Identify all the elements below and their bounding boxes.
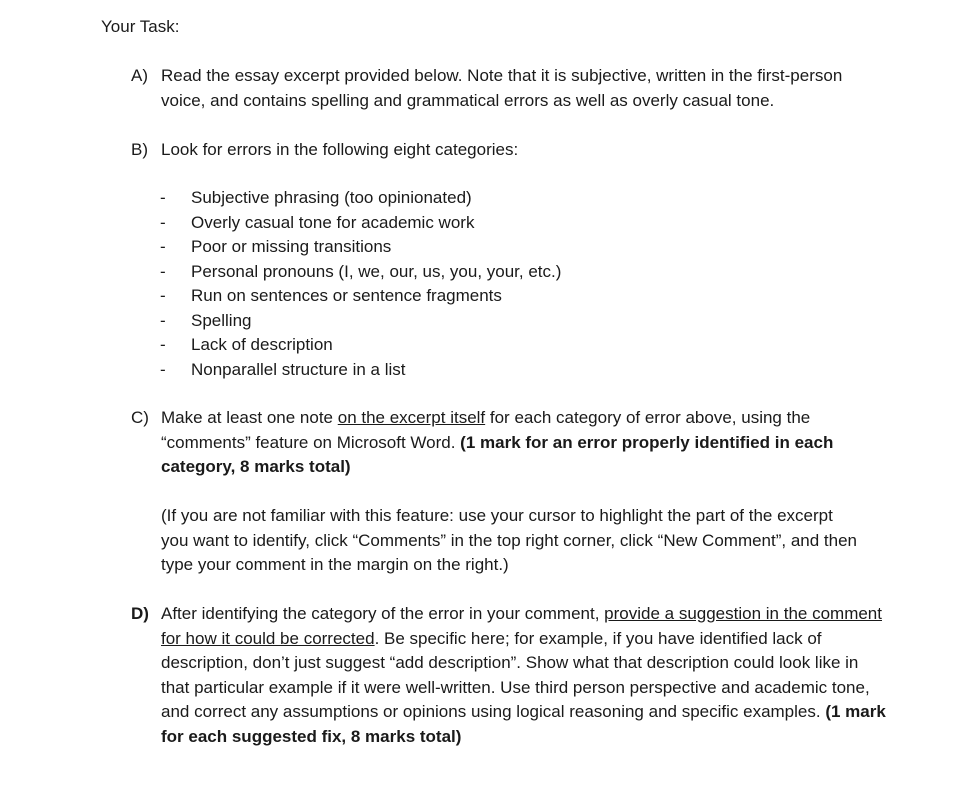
section-a-text: Read the essay excerpt provided below. Note that it is subjective, written in the first-person voice, and contains spelling and grammatical errors as well as overly casual tone. <box>161 66 843 110</box>
list-item <box>160 309 561 334</box>
section-a <box>131 64 891 113</box>
list-item <box>160 235 561 260</box>
section-c-note-text: (If you are not familiar with this feature: use your cursor to highlight the part of the excerpt you want to identify, click “Comments” in the top right corner, click “New Comment”, and then type your comment in the margin on the right.) <box>161 506 858 574</box>
dash-marker: - <box>160 261 166 281</box>
section-d-underlined: provide a suggestion in the comment for how it could be corrected <box>161 604 882 648</box>
dash-marker: - <box>160 286 166 305</box>
section-c-text-after: for each category of error above, using the “comments” feature on Microsoft Word. <box>161 408 811 452</box>
list-item <box>160 211 561 236</box>
section-c-note <box>161 504 861 578</box>
dash-marker: - <box>160 237 166 256</box>
list-item-text: Spelling <box>191 310 252 330</box>
task-heading: Your Task: <box>101 17 180 36</box>
list-item-text: Overly casual tone for academic work <box>191 212 475 232</box>
list-item <box>160 186 561 211</box>
section-c-marks: (1 mark for an error properly identified in each category, 8 marks total) <box>161 432 834 476</box>
section-b <box>131 138 891 163</box>
list-item-text: Poor or missing transitions <box>191 237 392 256</box>
list-item <box>160 284 561 309</box>
list-item <box>160 333 561 358</box>
section-d-text-before: After identifying the category of the error in your comment, <box>161 604 605 623</box>
list-item <box>160 358 561 383</box>
list-item <box>160 260 561 285</box>
error-category-list <box>160 186 561 382</box>
dash-marker: - <box>160 212 166 232</box>
section-c <box>131 406 891 480</box>
dash-marker: - <box>160 335 166 354</box>
section-c-underlined: on the excerpt itself <box>337 408 486 427</box>
dash-marker: - <box>160 310 166 330</box>
section-b-text: Look for errors in the following eight categories: <box>161 140 519 159</box>
section-d-text <box>161 602 891 749</box>
section-c-letter: C) <box>131 408 149 427</box>
list-item-text: Personal pronouns (I, we, our, us, you, your, etc.) <box>191 261 562 281</box>
section-c-text <box>161 406 891 480</box>
list-item-text: Subjective phrasing (too opinionated) <box>191 188 472 207</box>
section-b-letter: B) <box>131 140 148 159</box>
section-d-text-after: . Be specific here; for example, if you have identified lack of description, don’t just suggest “add description”. Show what that description could look like in that particular example if it were well-written. Use third person perspective and academic tone, and correct any assumptions or opinions using logical reasoning and specific examples. <box>161 628 870 721</box>
dash-marker: - <box>160 359 166 379</box>
section-c-text-before: Make at least one note <box>161 408 338 427</box>
list-item-text: Nonparallel structure in a list <box>191 359 406 379</box>
list-item-text: Lack of description <box>191 335 333 354</box>
section-d-letter: D) <box>131 604 149 623</box>
section-d-marks: (1 mark for each suggested fix, 8 marks total) <box>161 702 886 746</box>
section-d <box>131 602 891 749</box>
dash-marker: - <box>160 188 166 207</box>
section-a-letter: A) <box>131 66 148 85</box>
list-item-text: Run on sentences or sentence fragments <box>191 286 502 305</box>
